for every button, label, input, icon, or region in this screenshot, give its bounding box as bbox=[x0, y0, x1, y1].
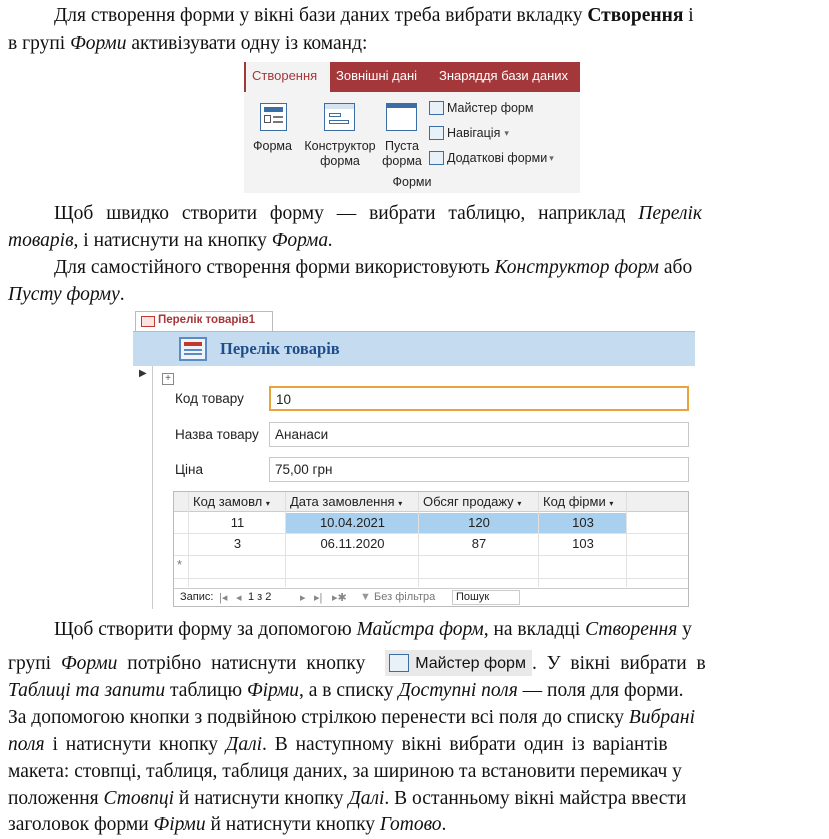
cell-firm-code[interactable]: 103 bbox=[539, 513, 627, 533]
paragraph-wizard-line3 bbox=[8, 677, 822, 704]
emphasis-form: Форма. bbox=[271, 230, 333, 251]
emphasis-table-name: товарів bbox=[8, 230, 74, 251]
emphasis: Далі bbox=[225, 734, 262, 755]
text: . В останньому вікні майстра ввести bbox=[384, 788, 687, 809]
record-label: Запис: bbox=[180, 591, 214, 603]
emphasis: Доступні поля bbox=[398, 680, 518, 701]
emphasis: Далі bbox=[348, 788, 385, 809]
emphasis: Фірми bbox=[153, 814, 206, 835]
form-title: Перелік товарів bbox=[220, 339, 340, 358]
emphasis: Готово bbox=[379, 814, 442, 835]
more-forms-button[interactable] bbox=[429, 149, 554, 167]
emphasis-blank-form: Пусту форму bbox=[8, 284, 120, 305]
text: групі bbox=[8, 653, 61, 674]
filter-icon: ▼ bbox=[360, 591, 371, 603]
label: Код фірми bbox=[543, 494, 606, 509]
form-screenshot bbox=[133, 309, 695, 609]
document-tab[interactable] bbox=[135, 311, 273, 331]
cell-order-date[interactable]: 06.11.2020 bbox=[320, 536, 385, 551]
more-forms-icon bbox=[429, 151, 444, 165]
text: положення bbox=[8, 788, 104, 809]
emphasis: Стовпці bbox=[103, 788, 175, 809]
last-record-icon[interactable]: ▸| bbox=[314, 592, 323, 604]
emphasis-designer: Конструктор форм bbox=[494, 257, 659, 278]
label-line2: форма bbox=[382, 154, 422, 168]
emphasis: Вибрані bbox=[628, 707, 695, 728]
subform-header-row bbox=[174, 492, 688, 512]
cell-order-code[interactable]: 11 bbox=[230, 515, 245, 530]
label: Код замовл bbox=[193, 494, 263, 509]
current-record-arrow-icon: ▶ bbox=[139, 368, 147, 379]
blank-form-button[interactable] bbox=[380, 139, 424, 169]
form-icon bbox=[260, 103, 287, 131]
text: За допомогою кнопки з подвійною стрілкою перенести всі поля до списку bbox=[8, 707, 629, 728]
layout-move-handle-icon[interactable]: + bbox=[162, 373, 174, 385]
new-record-nav-icon[interactable]: ▸✱ bbox=[332, 592, 347, 604]
dropdown-arrow-icon: ▾ bbox=[265, 499, 270, 508]
first-record-icon[interactable]: |◂ bbox=[219, 592, 228, 604]
text: — поля для форми. bbox=[517, 680, 684, 701]
text: і bbox=[683, 5, 694, 26]
text: і натиснути кнопку bbox=[44, 734, 226, 755]
table-row[interactable] bbox=[174, 534, 688, 554]
text: макета: стовпці, таблиця, таблиця даних, за шириною та встановити перемикач у bbox=[8, 761, 682, 782]
form-button[interactable]: Форма bbox=[253, 139, 292, 153]
text: й натиснути кнопку bbox=[205, 814, 380, 835]
emphasis: поля bbox=[8, 734, 45, 755]
paragraph-design-line1 bbox=[54, 254, 822, 281]
label-line1: Конструктор bbox=[304, 139, 376, 153]
ribbon-screenshot bbox=[244, 62, 580, 193]
text: й натиснути кнопку bbox=[174, 788, 349, 809]
emphasis-create: Створення bbox=[585, 619, 678, 640]
emphasis-table-name: Перелік bbox=[638, 203, 702, 224]
chevron-down-icon: ▾ bbox=[504, 127, 509, 138]
tab-create[interactable]: Створення bbox=[246, 62, 330, 92]
dropdown-arrow-icon: ▾ bbox=[517, 499, 522, 508]
emphasis-forms: Форми bbox=[60, 653, 118, 674]
text: Для самостійного створення форми використовують bbox=[54, 257, 495, 278]
next-record-icon[interactable]: ▸ bbox=[300, 592, 306, 604]
paragraph-intro-line1 bbox=[54, 2, 822, 29]
filter-status[interactable]: Без фільтра bbox=[374, 591, 436, 603]
text: заголовок форми bbox=[8, 814, 154, 835]
paragraph-intro-line2 bbox=[8, 30, 808, 57]
emphasis-wizard: Майстра форм, bbox=[356, 619, 489, 640]
previous-record-icon[interactable]: ◂ bbox=[236, 592, 242, 604]
column-header-sales-volume[interactable] bbox=[419, 492, 539, 512]
search-input[interactable]: Пошук bbox=[452, 590, 520, 605]
cell-sales-volume[interactable]: 120 bbox=[419, 513, 539, 533]
blank-form-icon bbox=[386, 103, 417, 131]
column-divider bbox=[188, 492, 189, 587]
tab-database-tools[interactable]: Знаряддя бази даних bbox=[439, 68, 569, 83]
emphasis-create: Створення bbox=[587, 5, 684, 26]
text: потрібно натиснути кнопку bbox=[117, 653, 366, 674]
form-header-icon bbox=[179, 337, 207, 361]
label-line1: Пуста bbox=[385, 139, 419, 153]
field-label-product-name: Назва товару bbox=[175, 427, 259, 442]
dropdown-arrow-icon: ▾ bbox=[609, 499, 614, 508]
emphasis-forms: Форми bbox=[70, 33, 127, 54]
column-divider bbox=[285, 512, 286, 587]
text: у bbox=[677, 619, 692, 640]
cell-sales-volume[interactable]: 87 bbox=[471, 536, 487, 551]
chevron-down-icon: ▾ bbox=[549, 152, 554, 163]
label: Майстер форм bbox=[447, 101, 534, 115]
paragraph-wizard-line2 bbox=[8, 650, 822, 677]
dropdown-arrow-icon: ▾ bbox=[398, 499, 403, 508]
table-row[interactable] bbox=[174, 513, 688, 533]
tab-external-data[interactable]: Зовнішні дані bbox=[336, 68, 418, 83]
paragraph-quick-form-line2 bbox=[8, 227, 808, 254]
label: Обсяг продажу bbox=[423, 494, 514, 509]
column-header-order-date[interactable] bbox=[286, 492, 419, 512]
text: , і натиснути на кнопку bbox=[73, 230, 272, 251]
paragraph-wizard-line4 bbox=[8, 704, 822, 731]
emphasis: Таблиці та запити bbox=[8, 680, 166, 701]
navigation-icon bbox=[429, 126, 444, 140]
paragraph-quick-form-line1 bbox=[54, 200, 822, 227]
form-header bbox=[133, 332, 695, 366]
record-selector[interactable] bbox=[133, 366, 153, 609]
text: активізувати одну із команд: bbox=[126, 33, 368, 54]
paragraph-wizard-line8 bbox=[8, 811, 822, 838]
text: в групі bbox=[8, 33, 71, 54]
label: Навігація bbox=[447, 126, 501, 140]
group-label-forms: Форми bbox=[392, 175, 432, 189]
tab-title: Перелік товарів1 bbox=[158, 314, 256, 326]
text: . bbox=[441, 814, 447, 835]
wand-icon bbox=[429, 101, 444, 115]
product-name-field[interactable]: Ананаси bbox=[269, 422, 689, 447]
wand-icon bbox=[389, 654, 409, 672]
new-record-row[interactable] bbox=[174, 556, 688, 576]
subform-datasheet bbox=[173, 491, 689, 607]
emphasis: Фірми bbox=[246, 680, 300, 701]
paragraph-wizard-line5 bbox=[8, 731, 822, 758]
paragraph-wizard-line7 bbox=[8, 785, 822, 812]
cell-firm-code[interactable]: 103 bbox=[572, 536, 594, 551]
form-design-button[interactable] bbox=[299, 139, 381, 169]
text: на вкладці bbox=[488, 619, 586, 640]
record-position[interactable]: 1 з 2 bbox=[248, 591, 272, 603]
text: , а в списку bbox=[299, 680, 399, 701]
text: . В наступному вікні вибрати один із варіантів bbox=[261, 734, 668, 755]
text: Для створення форми у вікні бази даних треба вибрати вкладку bbox=[54, 5, 588, 26]
text: або bbox=[659, 257, 693, 278]
label: Майстер форм bbox=[415, 654, 526, 672]
text: таблицю bbox=[165, 680, 247, 701]
form-icon bbox=[141, 316, 155, 327]
column-divider bbox=[538, 512, 539, 587]
label: Додаткові форми bbox=[447, 151, 548, 165]
label-line2: форма bbox=[320, 154, 360, 168]
text: Щоб швидко створити форму — вибрати таблицю, наприклад bbox=[54, 203, 639, 224]
paragraph-wizard-line6 bbox=[8, 758, 822, 785]
new-record-icon: * bbox=[177, 557, 183, 572]
row-divider bbox=[174, 578, 688, 579]
price-field[interactable]: 75,00 грн bbox=[269, 457, 689, 482]
form-wizard-button[interactable] bbox=[429, 99, 533, 117]
paragraph-wizard-line1 bbox=[54, 616, 822, 643]
column-header-firm-code[interactable] bbox=[539, 492, 627, 512]
inline-wizard-button bbox=[385, 650, 532, 676]
cell-order-date[interactable]: 10.04.2021 bbox=[286, 513, 419, 533]
ribbon-tab-bar bbox=[244, 62, 580, 92]
column-divider bbox=[418, 512, 419, 587]
form-design-icon bbox=[324, 103, 355, 131]
navigation-button[interactable] bbox=[429, 124, 509, 142]
text: . bbox=[119, 284, 125, 305]
field-label-price: Ціна bbox=[175, 462, 203, 477]
record-navigation-bar bbox=[174, 588, 688, 606]
field-label-product-code: Код товару bbox=[175, 391, 244, 406]
column-divider bbox=[626, 512, 627, 587]
text: Щоб створити форму за допомогою bbox=[54, 619, 357, 640]
paragraph-design-line2 bbox=[8, 281, 808, 308]
cell-order-code[interactable]: 3 bbox=[233, 536, 242, 551]
product-code-field[interactable]: 10 bbox=[269, 386, 689, 411]
column-header-order-code[interactable] bbox=[189, 492, 286, 512]
label: Дата замовлення bbox=[290, 494, 395, 509]
text: . У вікні вибрати в bbox=[531, 653, 706, 674]
